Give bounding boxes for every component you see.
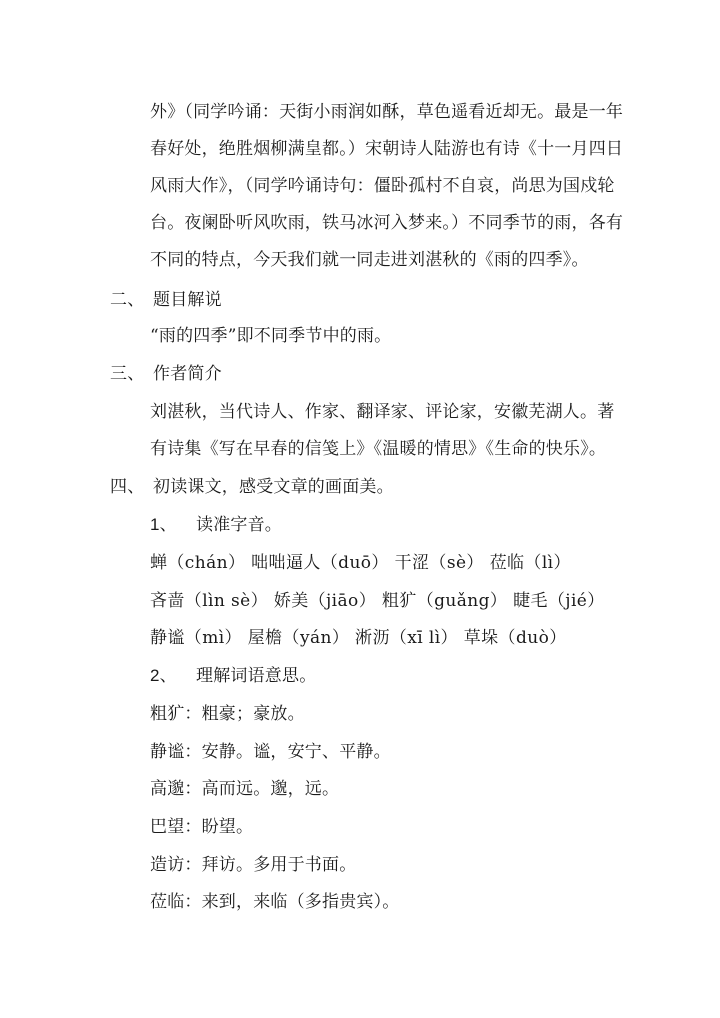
intro-line-1: 外》（同学吟诵：天街小雨润如酥，草色遥看近却无。最是一年 [150,102,624,122]
section2-title: 题目解说 [153,290,222,310]
definition-line-4: 巴望：盼望。 [150,817,254,837]
section2-number: 二、 [110,290,145,310]
section3-number: 三、 [110,364,145,384]
section4-title: 初读课文，感受文章的画面美。 [153,477,394,497]
intro-line-3: 风雨大作》，（同学吟诵诗句：僵卧孤村不自哀，尚思为国戍轮 [150,176,615,196]
sub1-number: 1、 [150,515,177,534]
section4-number: 四、 [110,477,145,497]
section3-body-line-2: 有诗集《写在早春的信笺上》《温暖的情思》《生命的快乐》。 [150,439,607,459]
definition-line-6: 莅临：来到，来临（多指贵宾）。 [150,892,400,912]
intro-line-2: 春好处，绝胜烟柳满皇都。）宋朝诗人陆游也有诗《十一月四日 [150,139,624,159]
pronunciation-line-3: 静谧（mì） 屋檐（yán） 淅沥（xī lì） 草垛（duò） [150,628,567,648]
definition-line-5: 造访：拜访。多用于书面。 [150,855,357,875]
sub1-title: 读准字音。 [196,515,282,535]
intro-line-5: 不同的特点，今天我们就一同走进刘湛秋的《雨的四季》。 [150,250,589,270]
section3-title: 作者简介 [153,364,222,384]
pronunciation-line-1: 蝉（chán） 咄咄逼人（duō） 干涩（sè） 莅临（lì） [150,553,571,573]
intro-line-4: 台。夜阑卧听风吹雨，铁马冰河入梦来。）不同季节的雨，各有 [150,213,624,233]
definition-line-3: 高邈：高而远。邈，远。 [150,779,340,799]
pronunciation-line-2: 吝啬（lìn sè） 娇美（jiāo） 粗犷（guǎng） 睫毛（jié） [150,591,605,611]
sub2-title: 理解词语意思。 [196,666,317,686]
sub2-number: 2、 [150,666,177,685]
definition-line-2: 静谧：安静。谧，安宁、平静。 [150,742,391,762]
definition-line-1: 粗犷：粗豪；豪放。 [150,704,305,724]
section3-body-line-1: 刘湛秋，当代诗人、作家、翻译家、评论家，安徽芜湖人。著 [150,402,615,422]
section2-body: “雨的四季”即不同季节中的雨。 [150,326,392,346]
